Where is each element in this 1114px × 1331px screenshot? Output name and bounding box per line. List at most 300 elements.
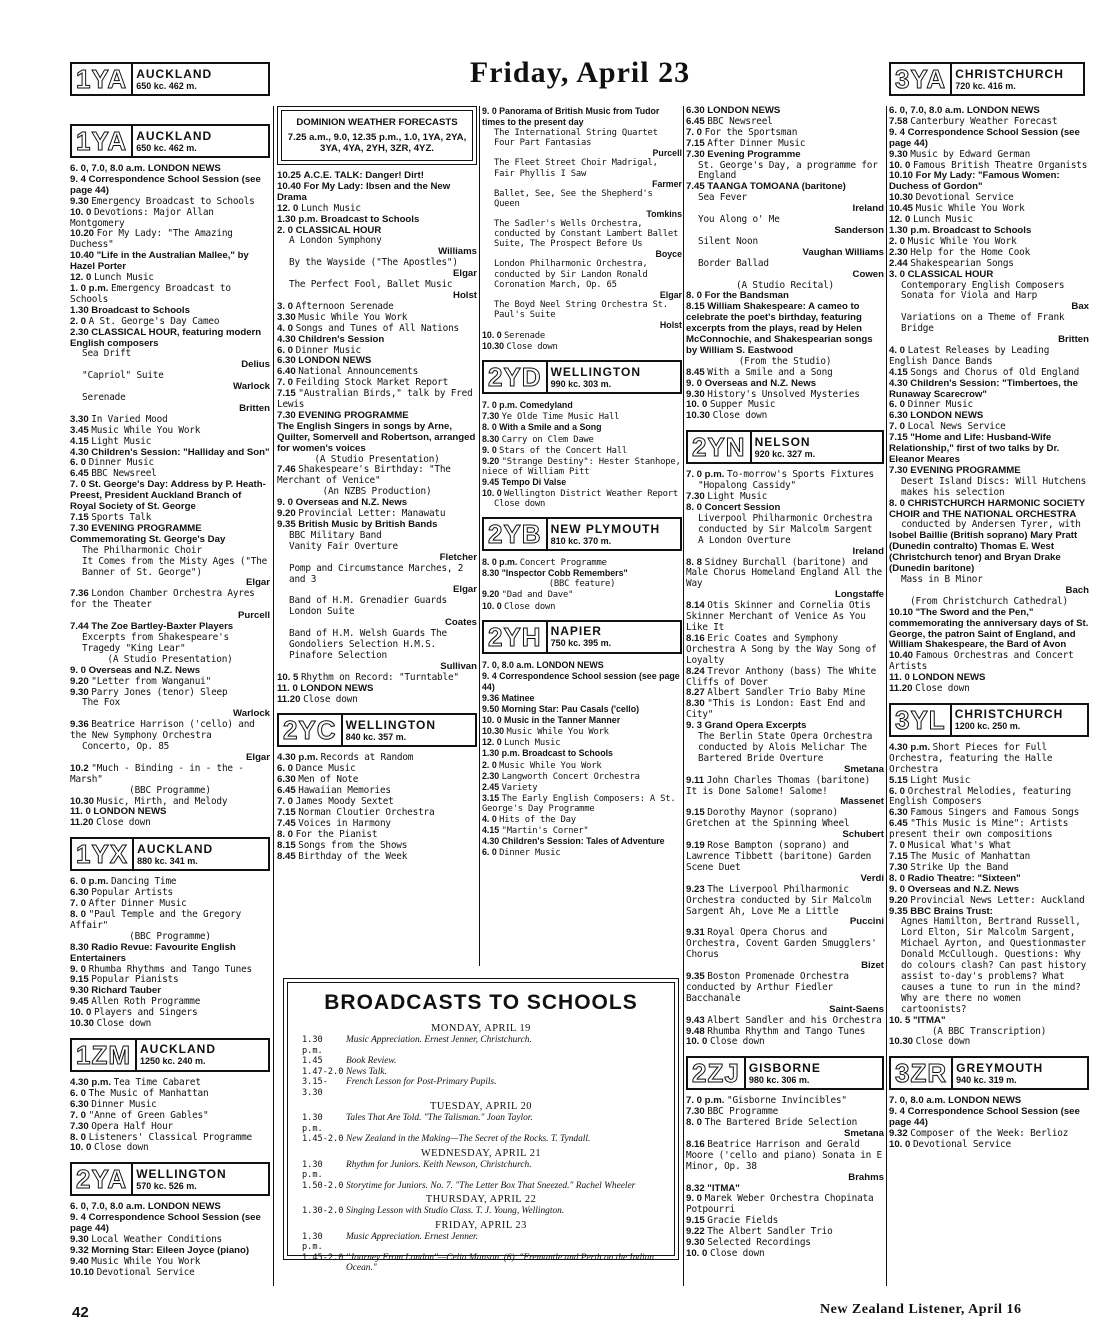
entry-time: 7.58 [889, 115, 908, 127]
entry-time: 8.24 [686, 665, 705, 677]
programme-entry [889, 1037, 1089, 1048]
entry-text: Royal Opera Chorus and Orchestra, Covent Garden Smugglers' Chorus [686, 927, 877, 961]
entry-text: Music While You Work [506, 727, 609, 738]
entry-text: "Home and Life: Husband-Wife Relationship," first of two talks by Dr. Eleanor Meares [889, 432, 1060, 465]
entry-time: 7.45 [686, 181, 705, 193]
entry-text: Ballet, See, See the Shepherd's Queen [494, 188, 653, 209]
entry-time: 9.36 [70, 719, 89, 731]
bts-day-list [302, 1023, 660, 1274]
programme-entry [482, 836, 682, 847]
programme-entry [482, 726, 682, 737]
entry-time: 7. 0 p.m. [482, 400, 518, 411]
station-frequency: 720 kc. 416 m. [955, 80, 1016, 91]
entry-text: The Perfect Fool, Ballet Music [289, 279, 453, 291]
programme-entry [686, 302, 884, 357]
entry-text: Albert Sandler Trio Baby Mine [707, 687, 866, 699]
entry-time: 7.46 [277, 464, 296, 476]
entry-text: Liverpool Philharmonic Orchestra conducted by Sir Malcolm Sargent [698, 512, 873, 535]
programme-column-3 [482, 106, 682, 858]
programme-entry [482, 737, 682, 748]
entry-time: 10.30 [70, 1018, 95, 1030]
entry-time: 7.30 [686, 148, 705, 160]
entry-text: Commemorating St. George's Day [70, 533, 226, 545]
entry-text: LONDON NEWS [147, 163, 221, 174]
entry-composer: Schubert [842, 829, 884, 841]
entry-text: Close down [712, 410, 768, 422]
programme-entry [482, 259, 682, 299]
programme-entry [482, 782, 682, 793]
entry-text: John Charles Thomas (baritone) It is Done Salome! Salome! [686, 774, 871, 797]
entry-time: 7. 0 [70, 479, 87, 491]
entry-time: 6. 0 [889, 399, 906, 411]
station-callsign: 1YX [72, 839, 134, 869]
entry-text: Dinner Music [88, 457, 154, 469]
entry-time: 8. 0 [889, 872, 906, 884]
entry-text: Tea Time Cabaret [113, 1076, 201, 1088]
entry-time: 8. 0 [70, 909, 87, 920]
bts-item [302, 1253, 660, 1274]
entry-text: Rhythm on Record: "Turntable" [300, 671, 459, 683]
entry-time: 9. 0 [482, 106, 497, 116]
programme-entry [277, 258, 477, 280]
bts-item-desc: Tales That Are Told. "The Talisman." Joan Taylor. [346, 1113, 533, 1123]
entry-time: 10.10 [889, 170, 914, 182]
entry-time: 9.20 [70, 675, 89, 687]
entry-time: 8.27 [686, 687, 705, 699]
entry-time: 9.35 [889, 905, 908, 917]
entry-time: 12. 0 [482, 737, 502, 748]
entry-composer: Warlock [233, 708, 270, 720]
programme-entry [70, 698, 270, 720]
entry-time: 8.14 [686, 600, 705, 612]
entry-time: 8.15 [277, 839, 296, 851]
entry-text: For the Pianist [295, 828, 378, 840]
entry-time: 6. 0, 7.0, 8.0 a.m. [889, 105, 965, 116]
entry-text: Close down [709, 1036, 765, 1048]
entry-composer: Cowen [852, 268, 884, 280]
entry-time: 4.30 [482, 836, 500, 847]
entry-text: Overseas and N.Z. News [295, 497, 408, 509]
entry-time: 8. 0 [70, 1131, 87, 1143]
station-callsign: 2YC [279, 715, 343, 745]
programme-entry [482, 847, 682, 858]
entry-text: With a Smile and a Song [499, 422, 602, 433]
entry-time: 10. 0 [686, 1036, 708, 1048]
entry-composer: Massenet [840, 796, 884, 808]
programme-entry [277, 629, 477, 673]
entry-text: "ITMA" [912, 1014, 946, 1026]
programme-entry [482, 128, 682, 138]
station-frequency: 1250 kc. 240 m. [140, 1056, 206, 1067]
programme-entry [686, 885, 884, 929]
entry-text: Boston Promenade Orchestra conducted by Arthur Fiedler Bacchanale [686, 970, 849, 1004]
entry-composer: Elgar [246, 577, 270, 589]
entry-text: Serenade [82, 392, 126, 404]
entry-time: 7. 0 [277, 377, 294, 389]
programme-entry [482, 341, 682, 352]
entry-text: "ITMA" [707, 1182, 740, 1194]
entry-text: LONDON NEWS [966, 105, 1040, 116]
entry-text: Children's Session: "Timbertoes, the Runaway Scarecrow" [889, 377, 1078, 400]
entry-time: 10.10 [889, 606, 914, 618]
entry-time: 6.30 [889, 807, 908, 819]
entry-text: Close down [504, 601, 556, 612]
entry-text: "Australian Birds," talk by Fred Lewis [277, 388, 473, 411]
entry-time: 7.30 [889, 861, 908, 873]
entry-text: Composer of the Week: Berlioz [910, 1128, 1069, 1140]
entry-time: 9.15 [686, 1215, 705, 1227]
programme-entry [686, 699, 884, 721]
programme-entry [686, 1194, 884, 1216]
station-frequency: 570 kc. 526 m. [136, 1180, 197, 1191]
station-header-3ya [889, 62, 1085, 96]
entry-time: 6. 0 [70, 1087, 87, 1099]
entry-composer: Ireland [852, 545, 884, 557]
entry-text: Popular Artists [91, 887, 173, 899]
station-info [752, 432, 882, 462]
entry-text: "Inspector Cobb Remembers" [501, 568, 628, 579]
entry-time: 4.30 p.m. [889, 741, 931, 753]
entry-text: A St. George's Day Cameo [88, 315, 220, 327]
entry-text: Dinner Music [91, 1098, 157, 1110]
entry-text: Ye Olde Time Music Hall [501, 412, 620, 423]
entry-text: Music While You Work [499, 760, 602, 771]
entry-text: British Music by British Bands [298, 519, 438, 530]
entry-time: 4.30 [889, 377, 908, 389]
entry-time: 6. 0, 7.0, 8.0 a.m. [70, 163, 146, 174]
entry-time: 10. 0 [70, 1007, 92, 1019]
entry-text: Concert Session [704, 502, 781, 513]
programme-entry [70, 557, 270, 590]
station-callsign: 3YL [891, 705, 952, 735]
entry-text: (From the Studio) [738, 355, 832, 367]
programme-entry [482, 671, 682, 693]
station-frequency: 940 kc. 319 m. [956, 1074, 1017, 1085]
entry-text: Overseas and N.Z. News [907, 883, 1020, 895]
entry-composer: Fletcher [439, 551, 477, 563]
entry-text: Songs from the Shows [298, 839, 408, 851]
entry-time: 4.15 [482, 825, 500, 836]
entry-text: (BBC feature) [548, 579, 616, 590]
programme-entry [482, 579, 682, 589]
entry-time: 6.30 [70, 1098, 89, 1110]
entry-composer: Elgar [246, 751, 270, 763]
entry-text: Musical What's What [907, 840, 1012, 852]
station-info [953, 1058, 1087, 1088]
programme-entry [277, 564, 477, 597]
entry-time: 10. 5 [889, 1014, 911, 1026]
entry-text: The Music of Manhattan [88, 1087, 209, 1099]
entry-text: "Gisborne Invincibles" [727, 1095, 847, 1107]
programme-entry [686, 193, 884, 215]
station-header-2zj [686, 1056, 884, 1090]
entry-text: The Bartered Bride Selection [704, 1117, 858, 1129]
entry-time: 10.30 [686, 410, 711, 422]
entry-composer: Ireland [852, 203, 884, 215]
entry-time: 2. 0 [277, 224, 294, 236]
entry-time: 7. 0 [277, 796, 294, 808]
programme-entry [482, 760, 682, 771]
bts-item [302, 1232, 660, 1253]
entry-time: 10.40 [889, 650, 914, 662]
programme-column-2 [277, 106, 477, 862]
entry-time: 9.50 [482, 704, 500, 715]
station-frequency: 750 kc. 395 m. [550, 638, 612, 649]
entry-time: 10.30 [889, 192, 914, 204]
entry-time: 9.30 [70, 686, 89, 698]
entry-text: Voices in Harmony [298, 817, 391, 829]
entry-text: Border Ballad [698, 257, 769, 269]
entry-time: 3. 0 [277, 300, 294, 312]
entry-text: Music While You Work [91, 424, 201, 436]
entry-text: Music in the Tanner Manner [504, 715, 621, 726]
station-header-2yd [482, 360, 682, 394]
entry-time: 8.30 [70, 941, 89, 953]
programme-entry [277, 596, 477, 629]
bts-item [302, 1134, 660, 1145]
entry-time: 7.15 [70, 512, 89, 523]
entry-time: 9.30 [70, 985, 89, 997]
entry-text: Panorama of British Music from Tudor times to the present day [482, 106, 660, 128]
entry-time: 8. 0 p.m. [482, 557, 518, 568]
entry-time: 2. 0 [889, 235, 906, 247]
programme-entry [70, 229, 270, 251]
entry-time: 3.30 [277, 311, 296, 323]
entry-text: Players and Singers [93, 1007, 198, 1019]
programme-entry [889, 291, 1089, 313]
entry-composer: Holst [453, 289, 477, 301]
entry-text: Radio Revue: Favourite English Entertainers [70, 941, 236, 964]
entry-time: 9.30 [686, 1237, 705, 1249]
entry-text: Listeners' Classical Programme [88, 1131, 252, 1143]
entry-text: For My Lady: Ibsen and the New Drama [277, 180, 451, 203]
bts-item-desc: Book Review. [346, 1056, 397, 1066]
entry-text: The Albert Sandler Trio [707, 1226, 833, 1238]
station-info [134, 839, 268, 869]
programme-entry [70, 1268, 270, 1279]
entry-text: St. George's Day, a programme for England [698, 159, 878, 182]
programme-entry [889, 651, 1089, 673]
entry-text: (BBC Programme) [129, 930, 211, 942]
entry-time: 9.19 [686, 840, 705, 852]
entry-time: 1.30 p.m. [889, 224, 931, 236]
entry-text: "Capriol" Suite [82, 370, 164, 382]
entry-time: 10. 0 [70, 206, 92, 218]
programme-entry [482, 825, 682, 836]
entry-text: Rose Bampton (soprano) and Lawrence Tibbett (baritone) Garden Scene Duet [686, 840, 872, 873]
entry-text: Silent Noon [698, 235, 758, 247]
entry-text: For the Bandsman [704, 290, 789, 302]
bts-item [302, 1067, 660, 1078]
programme-entry [686, 601, 884, 634]
programme-entry [686, 972, 884, 1016]
entry-composer: Tomkins [646, 208, 682, 219]
page-number: 42 [72, 1304, 89, 1321]
entry-time: 4.30 [70, 446, 89, 458]
entry-time: 9.20 [482, 455, 500, 466]
station-city: CHRISTCHURCH [954, 707, 1064, 722]
entry-text: Close down [303, 693, 358, 705]
entry-time: 9.20 [277, 508, 296, 520]
bts-item-time: 1.45 [302, 1056, 323, 1066]
entry-composer: Purcell [238, 610, 270, 622]
programme-entry [70, 328, 270, 350]
entry-text: LONDON NEWS [910, 410, 984, 422]
entry-time: 6.40 [277, 366, 296, 378]
programme-entry [482, 715, 682, 726]
programme-entry [70, 589, 270, 622]
entry-text: Devotional Service [912, 1138, 1011, 1150]
station-header-2yh [482, 620, 682, 654]
entry-time: 8. 0 [686, 290, 703, 302]
entry-text: Local News Service [907, 421, 1006, 433]
entry-text: The Philharmonic Choir [82, 544, 202, 556]
programme-column-5 [889, 106, 1089, 1151]
entry-text: CHRISTCHURCH HARMONIC SOCIETY CHOIR and THE NATIONAL ORCHESTRA [889, 497, 1085, 520]
entry-time: 11. 0 [889, 672, 910, 684]
entry-time: 12. 0 [70, 272, 92, 284]
bts-item-desc: Storytime for Juniors. No. 7. "The Letter Box That Sneezed." Rachel Wheeler [346, 1180, 636, 1191]
entry-text: William Shakespeare: A cameo to celebrate the poet's birthday, featuring excerpts from the plays, read by Helen McConnochie, and Shakespearian songs by William S. Eastwood [686, 301, 873, 356]
programme-entry [686, 1037, 884, 1048]
station-info [746, 1058, 882, 1088]
entry-text: Emergency Broadcast to Schools [91, 195, 255, 207]
programme-entry [70, 1213, 270, 1235]
bts-item [302, 1181, 660, 1192]
entry-time: 7. 0 [686, 126, 703, 138]
programme-entry [70, 943, 270, 965]
entry-text: BBC Newsreel [707, 115, 773, 127]
programme-entry [70, 251, 270, 273]
entry-composer: Verdi [860, 872, 884, 884]
entry-time: 4.30 p.m. [277, 752, 319, 764]
entry-time: 2.45 [482, 781, 500, 792]
entry-text: The Berlin State Opera Orchestra conducted by Alois Melichar The Bartered Bride Overture [698, 731, 873, 764]
entry-text: Dinner Music [295, 344, 361, 356]
entry-time: 6.45 [889, 818, 908, 830]
entry-text: London Chamber Orchestra Ayres for the Theater [70, 588, 255, 611]
entry-text: St. George's Day: Address by P. Heath-Preest, President Auckland Branch of Royal Society of St. George [70, 479, 266, 513]
entry-text: (A BBC Transcription) [931, 1025, 1047, 1037]
station-info [952, 705, 1087, 735]
entry-text: National Announcements [298, 366, 419, 378]
column-divider [683, 106, 684, 1286]
entry-text: Famous Singers and Famous Songs [910, 807, 1080, 819]
entry-time: 10.10 [70, 1266, 95, 1278]
entry-time: 2.30 [482, 770, 500, 781]
entry-text: A London Symphony [289, 235, 382, 247]
programme-entry [482, 793, 682, 814]
entry-text: Local Weather Conditions [91, 1234, 222, 1246]
station-header-1zm [70, 1038, 270, 1072]
programme-entry [482, 445, 682, 456]
entry-time: 10.25 [277, 170, 302, 181]
entry-time: 8. 0 [482, 422, 497, 433]
bts-item-desc: Singing Lesson with Studio Class. T. J. Young, Wellington. [346, 1206, 565, 1216]
entry-text: Grand Opera Excerpts [704, 720, 807, 732]
entry-time: 10.40 [277, 180, 302, 192]
entry-time: 7.30 [686, 1106, 705, 1118]
entry-text: Sports Talk [91, 512, 152, 523]
entry-time: 2. 0 [70, 315, 87, 327]
programme-column-4 [686, 106, 884, 1260]
station-frequency: 650 kc. 462 m. [136, 142, 197, 153]
bts-item-time: 1.45-2.0 [302, 1252, 344, 1263]
entry-time: 6.45 [70, 468, 89, 480]
bts-item [302, 1160, 660, 1181]
entry-time: 10.30 [482, 341, 505, 352]
station-callsign: 2YN [688, 432, 752, 462]
entry-text: Concert Programme [519, 558, 607, 569]
entry-time: 4.15 [70, 435, 89, 447]
programme-column-1 [70, 116, 270, 1279]
bts-item-time: 1.30 p.m. [302, 1035, 323, 1056]
entry-time: 7.15 [889, 432, 908, 444]
entry-text: Isobel Baillie (British soprano) Mary Pratt (Dunedin contralto) Thomas E. West (Christchurch tenor) and Bryan Drake (Dunedin baritone) [889, 530, 1078, 575]
entry-text: Concerto, Op. 85 [82, 741, 170, 753]
programme-entry [686, 237, 884, 259]
bts-item [302, 1206, 660, 1217]
entry-text: "Strange Destiny": Hester Stanhope, niece of William Pitt [482, 456, 681, 477]
entry-text: Radio Theatre: "Sixteen" [907, 872, 1021, 884]
entry-time: 10. 0 [686, 1248, 708, 1259]
station-header-2yc [277, 713, 477, 747]
programme-entry [482, 158, 682, 188]
entry-text: LONDON NEWS [298, 355, 372, 367]
station-city: NELSON [754, 434, 811, 449]
programme-entry [686, 808, 884, 841]
entry-time: 9. 0 [70, 664, 87, 676]
entry-text: Birthday of the Week [298, 850, 408, 862]
entry-text: The Boyd Neel String Orchestra St. Paul's Suite [494, 299, 668, 320]
entry-text: "Paul Temple and the Gregory Affair" [70, 909, 242, 931]
entry-text: Opera Half Hour [91, 1120, 173, 1132]
station-header-3yl [889, 703, 1089, 737]
entry-text: Music While You Work [915, 203, 1025, 215]
bts-item-desc: Rhythm for Juniors. Keith Newson, Christchurch. [346, 1159, 532, 1170]
entry-time: 9.31 [686, 927, 705, 939]
entry-time: 10. 0 [686, 399, 708, 411]
entry-text: Beatrice Harrison and Gerald Moore ('cello and piano) Sonata in E Minor, Op. 38 [686, 1138, 882, 1172]
bts-item-time: 3.15-3.30 [302, 1077, 328, 1098]
entry-time: 9.35 [686, 970, 705, 982]
entry-text: After Dinner Music [707, 137, 806, 149]
entry-text: The Fox [82, 697, 121, 709]
programme-entry [277, 852, 477, 863]
station-city: WELLINGTON [136, 1166, 227, 1181]
entry-text: The Music of Manhattan [910, 851, 1031, 862]
entry-time: 10. 0 [482, 715, 502, 726]
station-callsign: 1YA [72, 64, 133, 94]
entry-time: 2.44 [889, 257, 908, 269]
entry-text: Comedyland [519, 400, 573, 411]
entry-time: 4. 0 [482, 813, 497, 824]
entry-text: BBC Military Band [289, 529, 382, 541]
programme-entry [482, 557, 682, 568]
entry-text: Otis Skinner and Cornelia Otis Skinner Merchant of Venice As You Like It [686, 600, 871, 633]
entry-time: 10.40 [70, 250, 95, 262]
column-divider [273, 106, 274, 1286]
entry-text: BBC Brains Trust: [910, 905, 993, 917]
entry-text: Music by Edward German [910, 148, 1031, 160]
entry-text: Correspondence School Session (see page 44) [889, 1106, 1080, 1129]
entry-time: 9. 0 [482, 444, 497, 455]
entry-text: "Hopalong Cassidy" [698, 480, 796, 492]
programme-entry [686, 1140, 884, 1184]
entry-time: 7.30 [70, 522, 89, 534]
entry-text: To-morrow's Sports Fixtures [727, 469, 874, 481]
bts-item [302, 1113, 660, 1134]
